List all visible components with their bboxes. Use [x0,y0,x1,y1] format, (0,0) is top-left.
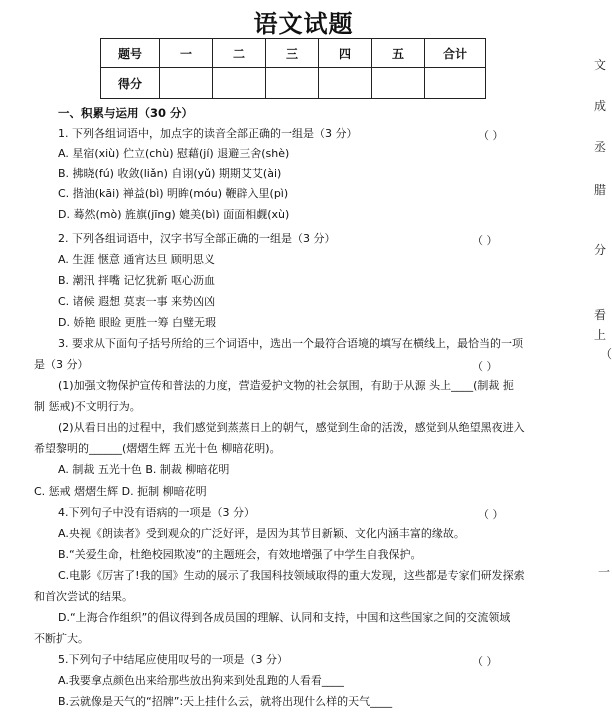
options-cd: C. 惩戒 熠熠生辉 D. 扼制 柳暗花明 [34,485,207,498]
option-d: D. 蓦然(mò) 旌旗(jīng) 媲美(bì) 面面相觑(xù) [58,208,290,221]
side-char: 文 [594,58,607,72]
options-ab: A. 制裁 五光十色 B. 制裁 柳暗花明 [58,463,230,476]
sentence-2-cont: 希望黎明的______(熠熠生辉 五光十色 柳暗花明)。 [34,442,281,455]
score-header-cell: 二 [213,39,266,68]
side-char: 腊 [594,183,607,197]
answer-paren: （ ） [472,655,498,668]
question-3-stem: 3. 要求从下面句子括号所给的三个词语中，选出一个最符合语境的填写在横线上，最恰当的一项 [58,337,523,350]
option-a: A.央视《朗读者》受到观众的广泛好评，是因为其节目新颖、文化内涵丰富的缘故。 [58,527,465,540]
score-header-cell: 一 [160,39,213,68]
option-b: B. 拂晓(fú) 收敛(liǎn) 自诩(yǔ) 期期艾艾(ài) [58,167,282,180]
score-cell[interactable] [319,68,372,99]
section-heading: 一、积累与运用（30 分） [58,106,194,120]
score-table [100,38,486,99]
side-char: 一 [598,565,611,579]
question-3-stem-cont: 是（3 分） [34,358,89,371]
option-c-cont: 和首次尝试的结果。 [34,590,133,603]
option-d: D. 娇艳 眼睑 更胜一筹 白璧无瑕 [58,316,216,329]
option-a: A.我要拿点颜色出来给那些放出狗来到处乱跑的人看看____ [58,674,344,687]
answer-paren: （ ） [478,129,504,142]
option-c: C. 揩油(kāi) 禅益(bì) 明眸(móu) 鞭辟入里(pì) [58,187,289,200]
side-char: 成 [594,99,607,113]
question-5-stem: 5.下列句子中结尾应使用叹号的一项是（3 分） [58,653,288,666]
score-header-cell: 五 [372,39,425,68]
option-a: A. 生涯 惬意 通宵达旦 顾明思义 [58,253,215,266]
answer-paren: （ ） [478,508,504,521]
question-1-stem: 1. 下列各组词语中，加点字的读音全部正确的一组是（3 分） [58,127,358,140]
score-cell[interactable] [213,68,266,99]
score-header-cell: 三 [266,39,319,68]
option-b: B.云就像是天气的“招牌”:天上挂什么云，就将出现什么样的天气____ [58,695,393,708]
page-title: 语文试题 [253,9,354,38]
option-b: B.“关爱生命，杜绝校园欺凌”的主题班会，有效地增强了中学生自我保护。 [58,548,422,561]
option-c: C.电影《厉害了!我的国》生动的展示了我国科技领域取得的重大发现，这些都是专家们研发探索 [58,569,525,582]
option-b: B. 潮汛 拌嘴 记忆犹新 呕心沥血 [58,274,216,287]
score-header-cell: 合计 [425,39,486,68]
sentence-2: (2)从看日出的过程中，我们感觉到蒸蒸日上的朝气，感觉到生命的活泼，感觉到从绝望黑夜进入 [58,421,525,434]
sentence-1-cont: 制 惩戒)不文明行为。 [34,400,141,413]
score-header-cell: 四 [319,39,372,68]
option-a: A. 星宿(xiù) 伫立(chù) 慰藉(jí) 退避三舍(shè) [58,147,290,160]
option-d: D.“上海合作组织”的倡议得到各成员国的理解、认同和支持，中国和这些国家之间的交流领域 [58,611,511,624]
sentence-1: (1)加强文物保护宣传和普法的力度，营造爱护文物的社会氛围，有助于从源 头上____(制裁 扼 [58,379,514,392]
score-cell[interactable] [372,68,425,99]
option-d-cont: 不断扩大。 [34,632,89,645]
score-row-label: 得分 [101,68,160,99]
answer-paren: （ ） [472,360,498,373]
side-char: （ [600,347,612,361]
side-char: 分 [594,243,607,257]
question-2-stem: 2. 下列各组词语中，汉字书写全部正确的一组是（3 分） [58,232,336,245]
question-4-stem: 4.下列句子中没有语病的一项是（3 分） [58,506,255,519]
side-char: 丞 [594,140,607,154]
score-cell[interactable] [425,68,486,99]
score-cell[interactable] [160,68,213,99]
side-char: 看 [594,308,607,322]
score-header-cell: 题号 [101,39,160,68]
answer-paren: （ ） [472,234,498,247]
score-cell[interactable] [266,68,319,99]
side-char: 上 [594,328,607,342]
option-c: C. 诸候 遐想 莫衷一事 来势凶凶 [58,295,216,308]
